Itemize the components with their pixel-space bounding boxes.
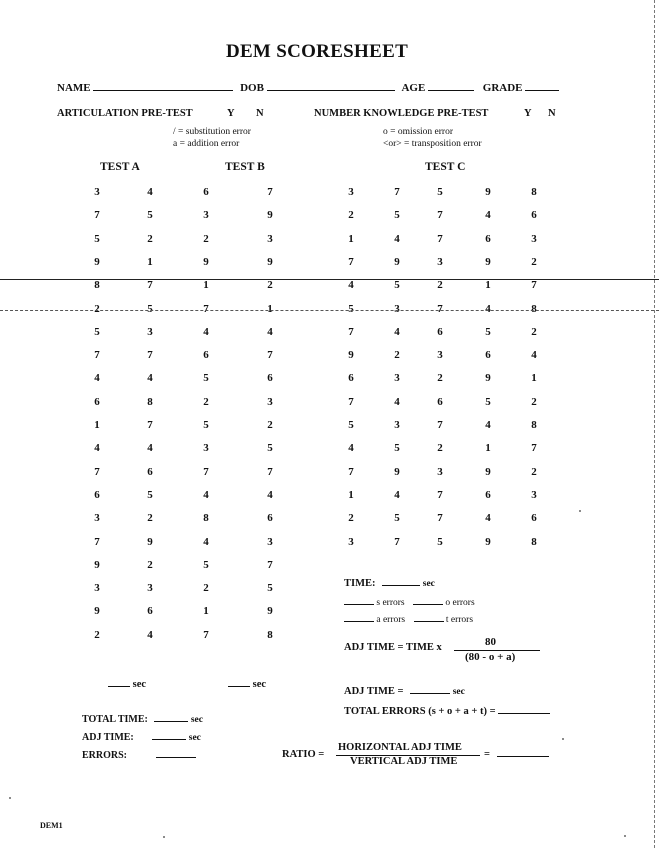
t-errors-label: t errors (445, 615, 474, 625)
test-digit: 9 (94, 558, 100, 571)
test-digit: 2 (203, 582, 209, 595)
adj-time-result-field[interactable] (410, 693, 450, 694)
test-digit: 1 (348, 488, 354, 501)
test-digit: 7 (437, 302, 443, 315)
test-digit: 3 (394, 302, 400, 315)
test-digit: 7 (394, 186, 400, 198)
adj-time-numerator: 80 (485, 636, 496, 648)
test-digit: 7 (348, 395, 354, 408)
o-errors-field[interactable] (413, 604, 443, 605)
test-digit: 9 (485, 465, 491, 478)
test-digit: 6 (531, 209, 537, 222)
a-errors-label: a errors (376, 615, 406, 625)
age-label: AGE (401, 82, 426, 94)
test-c-label: TEST C (425, 161, 466, 173)
total-errors-field[interactable] (498, 713, 550, 714)
test-digit: 3 (94, 512, 100, 525)
test-digit: 5 (147, 488, 153, 501)
test-digit: 6 (203, 349, 209, 362)
test-digit: 7 (94, 535, 100, 548)
legend-substitution: / = substitution error (173, 127, 251, 137)
ratio-denominator: VERTICAL ADJ TIME (350, 756, 458, 767)
test-digit: 2 (531, 465, 537, 478)
dob-field[interactable] (267, 90, 395, 91)
test-a-sec-label: sec (132, 679, 147, 690)
test-digit: 6 (531, 512, 537, 525)
test-digit: 4 (203, 325, 209, 338)
test-digit: 2 (531, 395, 537, 408)
test-digit: 3 (147, 582, 153, 595)
articulation-pretest-label: ARTICULATION PRE-TEST (57, 108, 193, 119)
test-digit: 4 (394, 488, 400, 501)
number-knowledge-yes[interactable]: Y (524, 108, 532, 119)
test-digit: 4 (485, 302, 491, 315)
test-digit: 3 (203, 209, 209, 222)
test-digit: 4 (485, 419, 491, 431)
test-digit: 2 (147, 512, 153, 525)
test-digit: 7 (348, 255, 354, 268)
test-digit: 5 (348, 302, 354, 315)
test-digit: 4 (485, 209, 491, 222)
test-digit: 9 (485, 255, 491, 268)
test-digit: 3 (531, 232, 537, 245)
legend-omission: o = omission error (383, 127, 454, 137)
test-digit: 9 (348, 349, 354, 362)
test-digit: 3 (203, 442, 209, 455)
test-digit: 7 (348, 465, 354, 478)
time-label: TIME: (344, 578, 376, 589)
test-digit: 3 (437, 465, 443, 478)
name-row (57, 82, 559, 94)
test-digit: 5 (147, 209, 153, 222)
test-digit: 6 (485, 488, 491, 501)
test-digit: 3 (394, 419, 400, 431)
test-digit: 7 (147, 279, 153, 292)
test-digit: 5 (437, 535, 443, 548)
test-digit: 6 (94, 488, 100, 501)
test-digit: 8 (531, 302, 537, 315)
test-digit: 6 (485, 349, 491, 362)
test-digit: 3 (267, 535, 273, 548)
test-digit: 6 (147, 605, 153, 618)
test-b-sec-label: sec (252, 679, 267, 690)
test-digit: 5 (348, 419, 354, 431)
test-digit: 1 (147, 255, 153, 268)
test-digit: 8 (531, 186, 537, 198)
test-digit: 6 (203, 186, 209, 198)
test-digit: 7 (94, 465, 100, 478)
test-digit: 5 (437, 186, 443, 198)
test-digit: 7 (267, 558, 273, 571)
time-field[interactable] (382, 585, 420, 586)
test-digit: 2 (94, 628, 100, 641)
test-digit: 5 (94, 325, 100, 338)
test-digit: 9 (267, 605, 273, 618)
test-digit: 8 (531, 419, 537, 431)
test-digit: 2 (203, 395, 209, 408)
name-field[interactable] (93, 90, 233, 91)
test-digit: 7 (203, 465, 209, 478)
test-digit: 6 (267, 512, 273, 525)
test-digit: 7 (437, 209, 443, 222)
test-digit: 7 (267, 186, 273, 198)
test-digit: 7 (437, 232, 443, 245)
fold-line (0, 279, 659, 280)
test-digit: 5 (267, 582, 273, 595)
ratio-equals: = (484, 749, 490, 760)
test-digit: 9 (267, 255, 273, 268)
test-digit: 7 (437, 512, 443, 525)
ratio-numerator: HORIZONTAL ADJ TIME (338, 742, 462, 753)
test-digit: 6 (437, 395, 443, 408)
test-digit: 4 (94, 372, 100, 385)
test-digit: 3 (531, 488, 537, 501)
age-field[interactable] (428, 90, 474, 91)
test-digit: 3 (437, 349, 443, 362)
time-row (344, 578, 435, 589)
test-digit: 5 (394, 209, 400, 222)
test-digit: 9 (94, 605, 100, 618)
test-digit: 2 (531, 255, 537, 268)
test-digit: 3 (94, 186, 100, 198)
test-digit: 6 (348, 372, 354, 385)
test-digit: 8 (94, 279, 100, 292)
test-digit: 7 (147, 349, 153, 362)
grade-label: GRADE (482, 82, 523, 94)
test-digit: 2 (348, 209, 354, 222)
articulation-no[interactable]: N (256, 108, 264, 119)
test-digit: 5 (485, 395, 491, 408)
dob-label: DOB (240, 82, 264, 94)
time-sec: sec (422, 579, 435, 589)
scan-speck (163, 836, 165, 838)
test-digit: 1 (485, 279, 491, 292)
test-b-label: TEST B (225, 161, 265, 173)
test-digit: 2 (267, 279, 273, 292)
test-digit: 9 (485, 372, 491, 385)
adj-time-result-label: ADJ TIME = (344, 686, 404, 697)
scan-speck (562, 738, 564, 740)
test-digit: 2 (437, 279, 443, 292)
o-errors-label: o errors (445, 598, 475, 608)
test-digit: 9 (267, 209, 273, 222)
test-digit: 7 (94, 349, 100, 362)
test-digit: 4 (147, 186, 153, 198)
test-digit: 4 (348, 279, 354, 292)
test-digit: 3 (394, 372, 400, 385)
test-digit: 5 (394, 279, 400, 292)
test-digit: 8 (267, 628, 273, 641)
errors-field[interactable] (156, 757, 196, 758)
test-a-sec-field[interactable] (108, 686, 130, 687)
a-errors-field[interactable] (344, 621, 374, 622)
s-errors-label: s errors (376, 598, 405, 608)
legend-addition: a = addition error (173, 139, 240, 149)
legend-transposition: <or> = transposition error (383, 139, 482, 149)
test-digit: 2 (147, 558, 153, 571)
adj-time-formula-left: ADJ TIME = TIME x (344, 642, 442, 653)
test-digit: 5 (94, 232, 100, 245)
test-digit: 8 (531, 535, 537, 548)
test-digit: 7 (267, 349, 273, 362)
test-digit: 5 (267, 442, 273, 455)
total-time-sec: sec (190, 715, 203, 725)
adj-time-result-sec: sec (452, 687, 465, 697)
test-a-label: TEST A (100, 161, 140, 173)
page-edge-line (654, 0, 655, 848)
ratio-result-field[interactable] (497, 756, 549, 757)
test-digit: 9 (394, 465, 400, 478)
test-digit: 4 (394, 232, 400, 245)
test-digit: 5 (147, 302, 153, 315)
test-digit: 5 (203, 372, 209, 385)
test-digit: 7 (531, 442, 537, 455)
test-b-sec (228, 679, 266, 690)
test-digit: 3 (267, 232, 273, 245)
test-b-sec-field[interactable] (228, 686, 250, 687)
test-digit: 4 (348, 442, 354, 455)
t-errors-field[interactable] (414, 621, 444, 622)
test-digit: 5 (203, 558, 209, 571)
grade-field[interactable] (525, 90, 559, 91)
test-digit: 4 (147, 372, 153, 385)
adj-time-label: ADJ TIME: (82, 732, 134, 743)
test-digit: 1 (485, 442, 491, 455)
scan-speck (624, 835, 626, 837)
test-digit: 4 (394, 395, 400, 408)
test-digit: 5 (485, 325, 491, 338)
test-digit: 3 (437, 255, 443, 268)
test-digit: 4 (485, 512, 491, 525)
total-time-field[interactable] (154, 721, 188, 722)
s-o-errors-row (344, 598, 475, 608)
test-digit: 9 (394, 255, 400, 268)
page-title: DEM SCORESHEET (225, 41, 409, 62)
test-digit: 7 (267, 465, 273, 478)
errors-row (82, 750, 196, 761)
test-digit: 2 (267, 419, 273, 431)
adj-time-result-row (344, 686, 465, 697)
test-digit: 1 (348, 232, 354, 245)
ratio-result-row (484, 749, 549, 760)
test-digit: 2 (437, 372, 443, 385)
test-digit: 3 (348, 535, 354, 548)
test-digit: 4 (267, 488, 273, 501)
test-digit: 8 (203, 512, 209, 525)
scan-speck (579, 510, 581, 512)
test-digit: 2 (437, 442, 443, 455)
test-digit: 3 (267, 395, 273, 408)
test-digit: 7 (531, 279, 537, 292)
test-digit: 3 (348, 186, 354, 198)
adj-time-field[interactable] (152, 739, 186, 740)
test-digit: 6 (147, 465, 153, 478)
s-errors-field[interactable] (344, 604, 374, 605)
test-digit: 7 (203, 628, 209, 641)
test-digit: 1 (267, 302, 273, 315)
total-time-label: TOTAL TIME: (82, 714, 148, 725)
test-digit: 4 (203, 488, 209, 501)
test-a-sec (108, 679, 146, 690)
test-digit: 7 (147, 419, 153, 431)
test-digit: 1 (203, 605, 209, 618)
test-digit: 6 (267, 372, 273, 385)
test-digit: 7 (94, 209, 100, 222)
test-digit: 6 (94, 395, 100, 408)
a-t-errors-row (344, 615, 473, 625)
test-digit: 1 (531, 372, 537, 385)
test-digit: 2 (348, 512, 354, 525)
test-digit: 5 (394, 512, 400, 525)
test-digit: 2 (394, 349, 400, 362)
test-digit: 4 (394, 325, 400, 338)
test-digit: 9 (94, 255, 100, 268)
total-errors-label: TOTAL ERRORS (s + o + a + t) = (344, 706, 496, 717)
test-digit: 4 (147, 442, 153, 455)
name-label: NAME (57, 82, 91, 94)
test-digit: 9 (147, 535, 153, 548)
articulation-yes[interactable]: Y (227, 108, 235, 119)
total-time-row (82, 714, 203, 725)
test-digit: 1 (203, 279, 209, 292)
test-digit: 2 (94, 302, 100, 315)
test-digit: 4 (147, 628, 153, 641)
test-digit: 4 (94, 442, 100, 455)
test-digit: 7 (348, 325, 354, 338)
number-knowledge-pretest-label: NUMBER KNOWLEDGE PRE-TEST (314, 108, 489, 119)
test-digit: 4 (203, 535, 209, 548)
test-digit: 5 (203, 419, 209, 431)
test-digit: 9 (485, 535, 491, 548)
number-knowledge-no[interactable]: N (548, 108, 556, 119)
adj-time-sec: sec (188, 733, 201, 743)
ratio-label: RATIO = (282, 749, 325, 760)
test-digit: 7 (437, 419, 443, 431)
test-digit: 8 (147, 395, 153, 408)
test-digit: 6 (437, 325, 443, 338)
test-digit: 9 (485, 186, 491, 198)
test-digit: 5 (394, 442, 400, 455)
fold-line-dashed (0, 310, 659, 311)
test-digit: 4 (267, 325, 273, 338)
test-digit: 2 (531, 325, 537, 338)
total-errors-row (344, 706, 550, 717)
test-digit: 2 (203, 232, 209, 245)
test-digit: 4 (531, 349, 537, 362)
scan-speck (9, 797, 11, 799)
test-digit: 7 (394, 535, 400, 548)
test-digit: 6 (485, 232, 491, 245)
test-digit: 7 (437, 488, 443, 501)
test-digit: 2 (147, 232, 153, 245)
footer-code: DEM1 (40, 821, 63, 830)
adj-time-row (82, 732, 201, 743)
adj-time-denominator: (80 - o + a) (465, 651, 516, 663)
test-digit: 3 (147, 325, 153, 338)
errors-label: ERRORS: (82, 750, 128, 761)
test-digit: 9 (203, 255, 209, 268)
test-digit: 1 (94, 419, 100, 431)
test-digit: 7 (203, 302, 209, 315)
test-digit: 3 (94, 582, 100, 595)
